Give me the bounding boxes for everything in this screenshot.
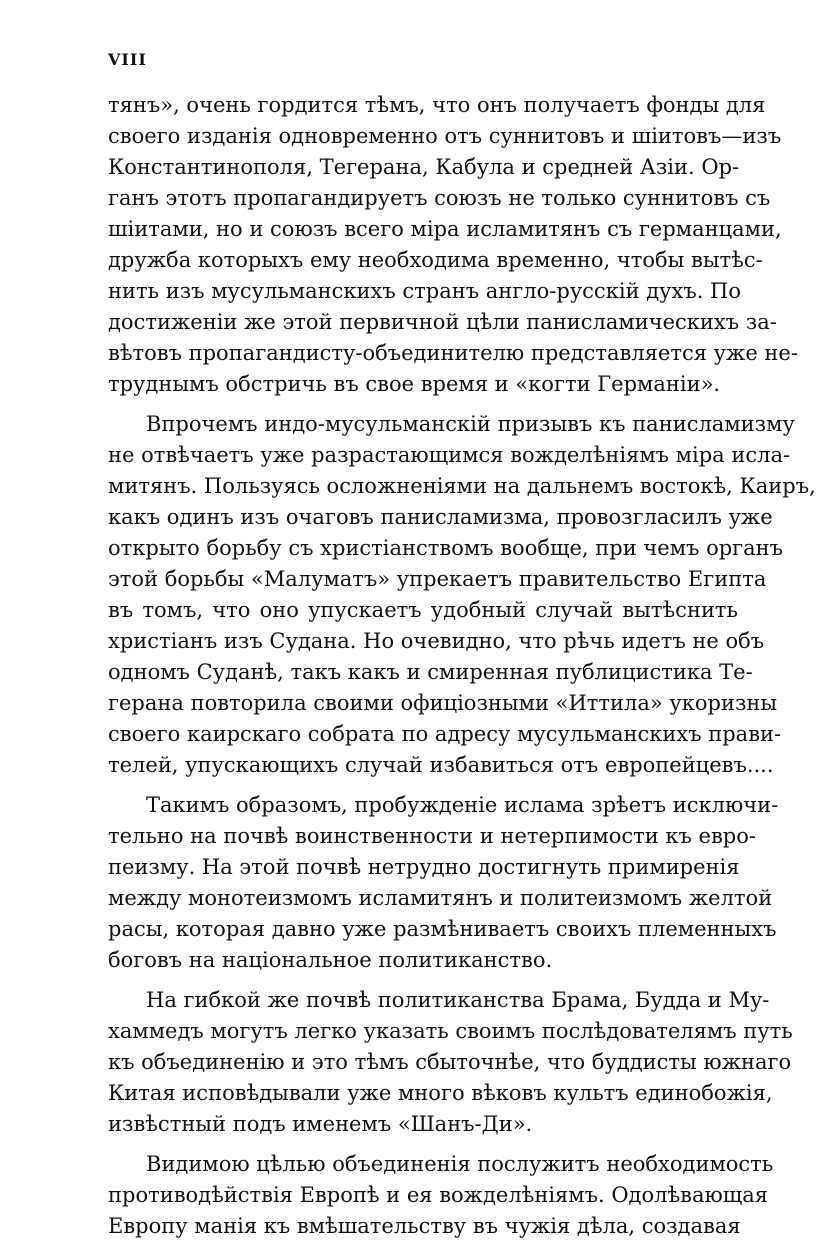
text-line: къ объединенію и это тѣмъ сбыточнѣе, что буддисты южнаго	[108, 1050, 792, 1074]
text-line: боговъ на національное политиканство.	[108, 948, 553, 972]
text-line: Константинополя, Тегерана, Кабула и средней Азіи. Ор-	[108, 155, 740, 179]
text-line: открыто борьбу съ христіанствомъ вообще, при чемъ органъ	[108, 536, 784, 560]
text-line: Впрочемъ индо-мусульманскій призывъ къ панисламизму	[146, 412, 795, 436]
text-line: Европу манія къ вмѣшательству въ чужія дѣла, создавая	[108, 1214, 741, 1238]
text-line: хаммедъ могутъ легко указать своимъ послѣдователямъ путь	[108, 1019, 793, 1043]
text-line: противодѣйствія Европѣ и ея вожделѣніямъ. Одолѣвающая	[108, 1183, 769, 1207]
paragraph	[108, 1149, 774, 1242]
text-line: герана повторила своими офиціозными «Иттила» укоризны	[108, 691, 778, 715]
text-line: тельно на почвѣ воинственности и нетерпимости къ евро-	[108, 824, 756, 848]
text-line: дружба которыхъ ему необходима временно, чтобы вытѣс-	[108, 248, 763, 272]
page-number: VIII	[108, 50, 147, 69]
text-line: нить изъ мусульманскихъ странъ англо-русскій духъ. По	[108, 279, 742, 303]
text-line: этой борьбы «Малуматъ» упрекаетъ правительство Египта	[108, 567, 767, 591]
text-line: тянъ», очень гордится тѣмъ, что онъ получаетъ фонды для	[108, 93, 766, 117]
text-line: своего изданія одновременно отъ суннитовъ и шіитовъ—изъ	[108, 124, 782, 148]
text-line: своего каирскаго собрата по адресу мусульманскихъ прави-	[108, 722, 782, 746]
text-line: Видимою цѣлью объединенія послужитъ необходимость	[146, 1152, 774, 1176]
text-line: ганъ этотъ пропагандируетъ союзъ не только суннитовъ съ	[108, 186, 771, 210]
text-line: шіитами, но и союзъ всего міра исламитянъ съ германцами,	[108, 217, 782, 241]
text-line: Такимъ образомъ, пробужденіе ислама зрѣетъ исключи-	[146, 793, 779, 817]
paragraph	[108, 985, 793, 1140]
text-line: Китая исповѣдывали уже много вѣковъ культъ единобожія,	[108, 1081, 773, 1105]
text-line: вѣтовъ пропагандисту-объединителю представляется уже не-	[108, 341, 798, 365]
text-line: между монотеизмомъ исламитянъ и политеизмомъ желтой	[108, 886, 773, 910]
text-line: митянъ. Пользуясь осложненіями на дальнемъ востокѣ, Каиръ,	[108, 474, 816, 498]
paragraph	[108, 409, 816, 781]
text-line: труднымъ обстричь въ свое время и «когти Германіи».	[108, 372, 721, 396]
body-text	[108, 90, 816, 1242]
text-line: христіанъ изъ Судана. Но очевидно, что рѣчь идетъ не объ	[108, 629, 765, 653]
text-line: въ томъ, что оно упускаетъ удобный случай вытѣснить	[108, 598, 738, 622]
text-line: одномъ Суданѣ, такъ какъ и смиренная публицистика Те-	[108, 660, 753, 684]
text-line: На гибкой же почвѣ политиканства Брама, Будда и Му-	[146, 988, 770, 1012]
text-line: телей, упускающихъ случай избавиться отъ европейцевъ....	[108, 753, 774, 777]
paragraph	[108, 90, 798, 400]
text-line: какъ одинъ изъ очаговъ панисламизма, провозгласилъ уже	[108, 505, 773, 529]
paragraph	[108, 790, 779, 976]
text-line: расы, которая давно уже размѣниваетъ своихъ племенныхъ	[108, 917, 777, 941]
text-line: не отвѣчаетъ уже разрастающимся вожделѣніямъ міра исла-	[108, 443, 791, 467]
text-line: достиженіи же этой первичной цѣли панисламическихъ за-	[108, 310, 777, 334]
text-line: извѣстный подъ именемъ «Шанъ-Ди».	[108, 1112, 533, 1136]
text-line: пеизму. На этой почвѣ нетрудно достигнуть примиренія	[108, 855, 740, 879]
